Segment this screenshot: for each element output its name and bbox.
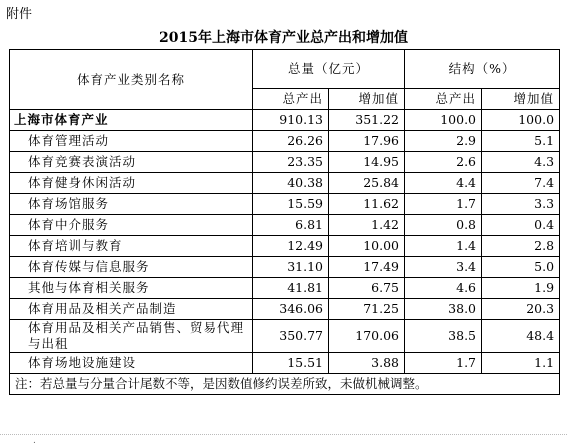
value-added-pct-value: 1.1 bbox=[482, 353, 560, 374]
value-added-pct-value: 3.3 bbox=[482, 194, 560, 215]
table-row bbox=[10, 320, 560, 353]
table-row bbox=[10, 194, 560, 215]
attachment-label: 附件 bbox=[6, 7, 33, 22]
category-name: 体育培训与教育 bbox=[10, 236, 253, 257]
category-name: 体育健身休闲活动 bbox=[10, 173, 253, 194]
sports-industry-table bbox=[9, 49, 560, 395]
value-added-value: 11.62 bbox=[329, 194, 405, 215]
value-added-pct-value: 1.9 bbox=[482, 278, 560, 299]
output-pct-value: 1.7 bbox=[405, 353, 482, 374]
output-value: 15.59 bbox=[253, 194, 329, 215]
category-name: 体育管理活动 bbox=[10, 131, 253, 152]
value-added-value: 71.25 bbox=[329, 299, 405, 320]
value-added-value: 170.06 bbox=[329, 320, 405, 353]
output-value: 6.81 bbox=[253, 215, 329, 236]
output-pct-value: 2.6 bbox=[405, 152, 482, 173]
output-value: 40.38 bbox=[253, 173, 329, 194]
category-name: 体育中介服务 bbox=[10, 215, 253, 236]
table-title: 2015年上海市体育产业总产出和增加值 bbox=[159, 30, 408, 46]
table-row bbox=[10, 299, 560, 320]
output-pct-value: 4.4 bbox=[405, 173, 482, 194]
subheader-value-added: 增加值 bbox=[329, 89, 405, 110]
value-added-value: 3.88 bbox=[329, 353, 405, 374]
value-added-value: 351.22 bbox=[329, 110, 405, 131]
output-value: 31.10 bbox=[253, 257, 329, 278]
category-header: 体育产业类别名称 bbox=[10, 50, 253, 110]
table-row bbox=[10, 257, 560, 278]
structure-group-header: 结构（%） bbox=[405, 50, 560, 89]
category-name: 体育场地设施建设 bbox=[10, 353, 253, 374]
table-row bbox=[10, 215, 560, 236]
output-value: 350.77 bbox=[253, 320, 329, 353]
value-added-value: 10.00 bbox=[329, 236, 405, 257]
output-pct-value: 2.9 bbox=[405, 131, 482, 152]
output-pct-value: 1.4 bbox=[405, 236, 482, 257]
category-name: 体育传媒与信息服务 bbox=[10, 257, 253, 278]
table-note: 注：若总量与分量合计尾数不等，是因数值修约误差所致，未做机械调整。 bbox=[10, 374, 560, 395]
output-value: 12.49 bbox=[253, 236, 329, 257]
output-pct-value: 0.8 bbox=[405, 215, 482, 236]
category-name: 体育场馆服务 bbox=[10, 194, 253, 215]
output-pct-value: 3.4 bbox=[405, 257, 482, 278]
output-value: 26.26 bbox=[253, 131, 329, 152]
value-added-value: 14.95 bbox=[329, 152, 405, 173]
table-row bbox=[10, 353, 560, 374]
value-added-value: 17.49 bbox=[329, 257, 405, 278]
value-added-pct-value: 5.1 bbox=[482, 131, 560, 152]
value-added-value: 25.84 bbox=[329, 173, 405, 194]
value-added-pct-value: 48.4 bbox=[482, 320, 560, 353]
category-name: 其他与体育相关服务 bbox=[10, 278, 253, 299]
header-row-group bbox=[10, 50, 560, 89]
output-value: 910.13 bbox=[253, 110, 329, 131]
output-value: 346.06 bbox=[253, 299, 329, 320]
table-row bbox=[10, 131, 560, 152]
value-added-pct-value: 100.0 bbox=[482, 110, 560, 131]
output-pct-value: 38.0 bbox=[405, 299, 482, 320]
table-row bbox=[10, 278, 560, 299]
output-pct-value: 100.0 bbox=[405, 110, 482, 131]
output-value: 15.51 bbox=[253, 353, 329, 374]
table-row bbox=[10, 152, 560, 173]
table-row bbox=[10, 236, 560, 257]
value-added-pct-value: 2.8 bbox=[482, 236, 560, 257]
category-name: 上海市体育产业 bbox=[10, 110, 253, 131]
output-value: 23.35 bbox=[253, 152, 329, 173]
output-pct-value: 1.7 bbox=[405, 194, 482, 215]
subheader-output-pct: 总产出 bbox=[405, 89, 482, 110]
value-added-value: 17.96 bbox=[329, 131, 405, 152]
table-note-row bbox=[10, 374, 560, 395]
page-marker: . bbox=[33, 436, 36, 446]
table-row bbox=[10, 173, 560, 194]
subheader-value-added-pct: 增加值 bbox=[482, 89, 560, 110]
value-added-pct-value: 4.3 bbox=[482, 152, 560, 173]
amount-group-header: 总量（亿元） bbox=[253, 50, 405, 89]
subheader-output: 总产出 bbox=[253, 89, 329, 110]
category-name: 体育用品及相关产品销售、贸易代理与出租 bbox=[10, 320, 253, 353]
category-name: 体育用品及相关产品制造 bbox=[10, 299, 253, 320]
output-value: 41.81 bbox=[253, 278, 329, 299]
output-pct-value: 38.5 bbox=[405, 320, 482, 353]
output-pct-value: 4.6 bbox=[405, 278, 482, 299]
value-added-pct-value: 0.4 bbox=[482, 215, 560, 236]
category-name: 体育竞赛表演活动 bbox=[10, 152, 253, 173]
total-row bbox=[10, 110, 560, 131]
value-added-pct-value: 7.4 bbox=[482, 173, 560, 194]
value-added-pct-value: 20.3 bbox=[482, 299, 560, 320]
value-added-pct-value: 5.0 bbox=[482, 257, 560, 278]
value-added-value: 6.75 bbox=[329, 278, 405, 299]
page-divider bbox=[0, 434, 567, 436]
value-added-value: 1.42 bbox=[329, 215, 405, 236]
